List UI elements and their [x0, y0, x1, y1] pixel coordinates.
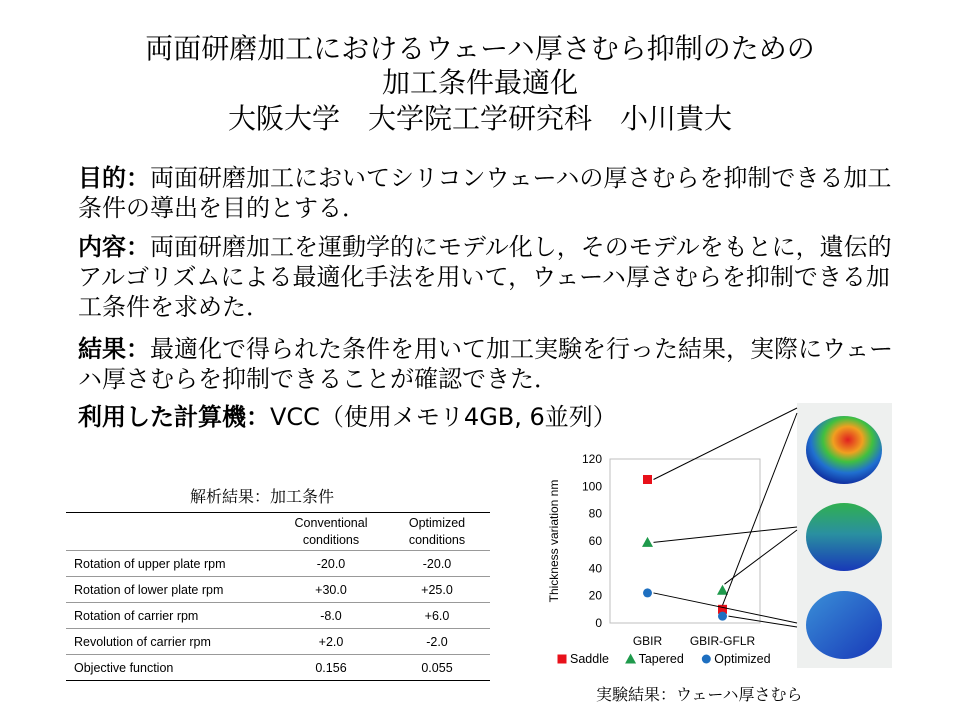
optimized-value: -2.0 — [384, 629, 490, 655]
header-empty — [66, 513, 278, 551]
computer-label: 利用した計算機： — [78, 403, 270, 431]
purpose-text: 両面研磨加工においてシリコンウェーハの厚さむらを抑制できる加工条件の導出を目的とする． — [78, 164, 892, 222]
row-label: Rotation of lower plate rpm — [66, 577, 278, 603]
y-tick-label: 80 — [588, 506, 602, 521]
legend-label-tapered: Tapered — [638, 652, 684, 666]
content-paragraph — [78, 232, 898, 322]
optimized-value: 0.055 — [384, 655, 490, 681]
thickness-chart — [540, 445, 780, 685]
optimized-value: +25.0 — [384, 577, 490, 603]
optimized-wafer-image — [797, 578, 892, 668]
y-tick-label: 40 — [588, 561, 602, 576]
y-axis-label: Thickness variation nm — [547, 479, 561, 603]
row-label: Revolution of carrier rpm — [66, 629, 278, 655]
x-tick-label: GBIR-GFLR — [689, 634, 756, 648]
x-tick-label: GBIR — [632, 634, 663, 648]
data-point-tapered — [642, 537, 653, 547]
table-row — [66, 551, 490, 577]
result-label: 結果： — [78, 335, 150, 363]
optimized-value: -20.0 — [384, 551, 490, 577]
table-caption: 解析結果：加工条件 — [190, 487, 335, 506]
result-text: 最適化で得られた条件を用いて加工実験を行った結果，実際にウェーハ厚さむらを抑制できることが確認できた． — [78, 335, 894, 393]
purpose-label: 目的： — [78, 164, 150, 192]
table-header-row — [66, 513, 490, 551]
legend-label-optimized: Optimized — [714, 652, 771, 666]
table-row — [66, 655, 490, 681]
legend-marker-optimized — [702, 655, 711, 664]
computer-paragraph — [78, 402, 898, 432]
content-text: 両面研磨加工を運動学的にモデル化し，そのモデルをもとに，遺伝的アルゴリズムによる最適化手法を用いて，ウェーハ厚さむらを抑制できる加工条件を求めた． — [78, 233, 892, 321]
title-line-2: 加工条件最適化 — [381, 66, 578, 99]
conventional-value: +2.0 — [278, 629, 384, 655]
y-tick-label: 100 — [581, 479, 602, 494]
plot-area — [610, 459, 760, 623]
title-line-1: 両面研磨加工におけるウェーハ厚さむら抑制のための — [145, 32, 815, 65]
author-line: 大阪大学 大学院工学研究科 小川貴大 — [227, 102, 732, 135]
conventional-value: -8.0 — [278, 603, 384, 629]
header-optimized: Optimized conditions — [384, 513, 490, 551]
computer-text: VCC（使用メモリ4GB, 6並列） — [270, 403, 617, 431]
y-tick-label: 60 — [588, 534, 602, 548]
content-label: 内容： — [78, 233, 150, 261]
legend-marker-saddle — [558, 655, 567, 664]
table-row — [66, 577, 490, 603]
row-label: Rotation of upper plate rpm — [66, 551, 278, 577]
table-row — [66, 629, 490, 655]
tapered-wafer-image — [797, 490, 892, 580]
row-label: Objective function — [66, 655, 278, 681]
data-point-tapered — [717, 585, 728, 595]
y-tick-label: 20 — [588, 588, 602, 603]
conventional-value: +30.0 — [278, 577, 384, 603]
result-paragraph — [78, 334, 898, 394]
purpose-paragraph — [78, 163, 898, 223]
data-point-optimized — [718, 612, 727, 621]
y-tick-label: 0 — [595, 616, 602, 630]
conditions-table — [66, 512, 490, 681]
optimized-value: +6.0 — [384, 603, 490, 629]
y-tick-label: 120 — [581, 452, 602, 466]
legend-label-saddle: Saddle — [570, 652, 609, 666]
legend-marker-tapered — [625, 654, 636, 664]
data-point-optimized — [643, 588, 652, 597]
row-label: Rotation of carrier rpm — [66, 603, 278, 629]
table-row — [66, 603, 490, 629]
saddle-wafer-image — [797, 403, 892, 493]
conventional-value: 0.156 — [278, 655, 384, 681]
chart-caption: 実験結果：ウェーハ厚さむら — [596, 685, 803, 704]
conventional-value: -20.0 — [278, 551, 384, 577]
header-conventional: Conventional conditions — [278, 513, 384, 551]
data-point-saddle — [643, 475, 652, 484]
